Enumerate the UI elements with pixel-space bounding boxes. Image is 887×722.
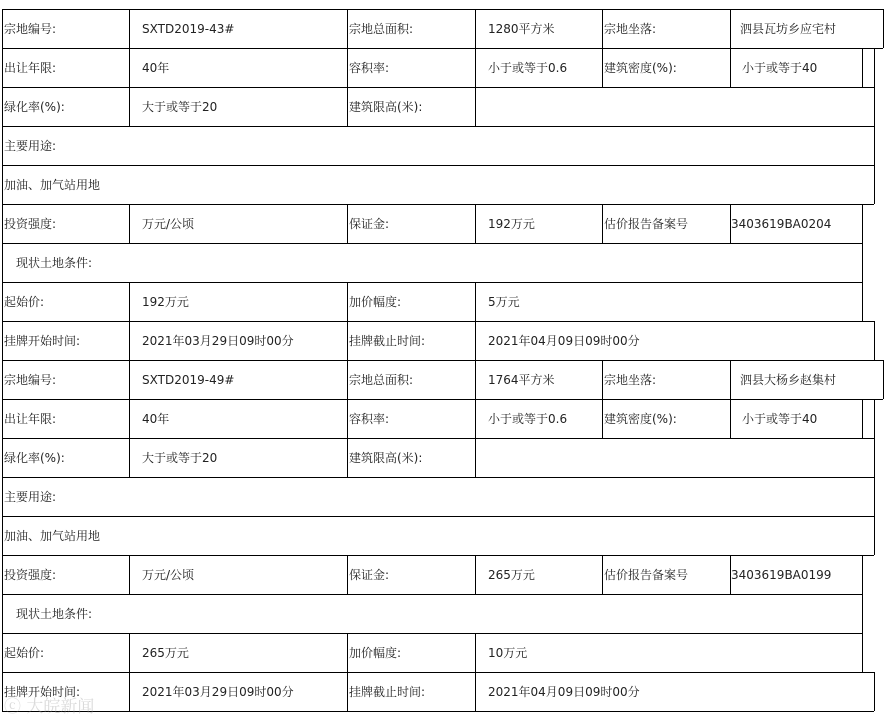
field-value: 大于或等于20 xyxy=(142,100,218,114)
cell-border xyxy=(2,165,3,204)
cell-border xyxy=(883,9,884,48)
field-value: 万元/公顷 xyxy=(142,568,195,582)
field-label: 宗地坐落: xyxy=(604,22,657,36)
cell-border xyxy=(475,438,476,477)
cell-border xyxy=(2,321,3,360)
cell-border xyxy=(2,9,3,48)
cell-border xyxy=(129,555,130,594)
cell-border xyxy=(129,360,130,399)
field-label: 估价报告备案号 xyxy=(604,217,689,231)
field-value: 1280平方米 xyxy=(488,22,555,36)
cell-border xyxy=(862,282,863,321)
row-border xyxy=(2,672,874,673)
cell-border xyxy=(129,672,130,711)
cell-border xyxy=(2,243,3,282)
cell-border xyxy=(874,516,875,555)
watermark-text: 大皖新闻 xyxy=(26,697,95,717)
field-label: 加油、加气站用地 xyxy=(4,529,101,543)
field-label: 挂牌截止时间: xyxy=(349,334,426,348)
cell-border xyxy=(2,477,3,516)
row-border xyxy=(2,126,874,127)
field-value: 2021年04月09日09时00分 xyxy=(488,685,640,699)
field-value: 小于或等于0.6 xyxy=(488,412,568,426)
cell-border xyxy=(2,594,3,633)
field-label: 绿化率(%): xyxy=(4,451,65,465)
field-label: 挂牌开始时间: xyxy=(4,685,81,699)
cell-border xyxy=(862,48,863,87)
field-value: 3403619BA0204 xyxy=(731,217,832,231)
field-label: 投资强度: xyxy=(4,568,57,582)
cell-border xyxy=(2,516,3,555)
cell-border xyxy=(862,555,863,594)
cell-border xyxy=(2,555,3,594)
cell-border xyxy=(2,672,3,711)
field-label: 容积率: xyxy=(349,412,390,426)
field-value: SXTD2019-49# xyxy=(142,373,235,387)
field-value: 40年 xyxy=(142,412,170,426)
cell-border xyxy=(874,321,875,360)
field-value: 1764平方米 xyxy=(488,373,555,387)
field-value: 2021年03月29日09时00分 xyxy=(142,685,294,699)
field-label: 绿化率(%): xyxy=(4,100,65,114)
cell-border xyxy=(602,48,603,87)
cell-border xyxy=(2,633,3,672)
field-label: 起始价: xyxy=(4,646,45,660)
field-label: 容积率: xyxy=(349,61,390,75)
field-label: 加价幅度: xyxy=(349,295,402,309)
field-label: 建筑密度(%): xyxy=(604,412,677,426)
field-label: 现状土地条件: xyxy=(16,256,93,270)
field-label: 宗地总面积: xyxy=(349,22,414,36)
field-value: 大于或等于20 xyxy=(142,451,218,465)
cell-border xyxy=(602,204,603,243)
cell-border xyxy=(347,672,348,711)
field-value: 192万元 xyxy=(488,217,535,231)
row-border xyxy=(2,321,874,322)
cell-border xyxy=(862,243,863,282)
cell-border xyxy=(347,399,348,438)
cell-border xyxy=(347,321,348,360)
cell-border xyxy=(602,399,603,438)
cell-border xyxy=(347,87,348,126)
cell-border xyxy=(129,282,130,321)
field-label: 宗地坐落: xyxy=(604,373,657,387)
cell-border xyxy=(874,477,875,516)
field-label: 出让年限: xyxy=(4,61,57,75)
field-value: 10万元 xyxy=(488,646,528,660)
cell-border xyxy=(475,360,476,399)
cell-border xyxy=(874,126,875,165)
cell-border xyxy=(2,438,3,477)
field-label: 主要用途: xyxy=(4,490,57,504)
field-value: 40年 xyxy=(142,61,170,75)
field-label: 估价报告备案号 xyxy=(604,568,689,582)
field-label: 出让年限: xyxy=(4,412,57,426)
cell-border xyxy=(475,48,476,87)
cell-border xyxy=(730,399,731,438)
field-label: 宗地编号: xyxy=(4,22,57,36)
row-border xyxy=(2,555,874,556)
cell-border xyxy=(129,48,130,87)
cell-border xyxy=(874,438,875,477)
field-label: 投资强度: xyxy=(4,217,57,231)
cell-border xyxy=(862,399,863,438)
cell-border xyxy=(2,360,3,399)
row-border xyxy=(2,282,862,283)
field-value: 小于或等于40 xyxy=(742,412,818,426)
field-value: 小于或等于40 xyxy=(742,61,818,75)
cell-border xyxy=(475,204,476,243)
cell-border xyxy=(347,282,348,321)
field-value: 泗县瓦坊乡应宅村 xyxy=(740,22,837,36)
cell-border xyxy=(730,48,731,87)
field-label: 建筑密度(%): xyxy=(604,61,677,75)
cell-border xyxy=(2,48,3,87)
field-value: 2021年03月29日09时00分 xyxy=(142,334,294,348)
cell-border xyxy=(874,399,875,438)
cell-border xyxy=(475,555,476,594)
field-value: 泗县大杨乡赵集村 xyxy=(740,373,837,387)
cell-border xyxy=(602,555,603,594)
cell-border xyxy=(475,282,476,321)
cell-border xyxy=(730,360,731,399)
field-label: 起始价: xyxy=(4,295,45,309)
cell-border xyxy=(2,282,3,321)
row-border xyxy=(2,711,874,712)
cell-border xyxy=(347,204,348,243)
cell-border xyxy=(602,9,603,48)
cell-border xyxy=(129,633,130,672)
row-border xyxy=(2,48,883,49)
cell-border xyxy=(129,204,130,243)
cell-border xyxy=(129,321,130,360)
cell-border xyxy=(883,360,884,399)
cell-border xyxy=(602,360,603,399)
row-border xyxy=(2,516,874,517)
field-label: 挂牌截止时间: xyxy=(349,685,426,699)
cell-border xyxy=(347,633,348,672)
row-border xyxy=(2,399,883,400)
row-border xyxy=(2,204,874,205)
cell-border xyxy=(2,204,3,243)
cell-border xyxy=(347,360,348,399)
cell-border xyxy=(347,438,348,477)
row-border xyxy=(2,633,862,634)
field-value: 265万元 xyxy=(142,646,189,660)
row-border xyxy=(2,243,862,244)
field-label: 宗地编号: xyxy=(4,373,57,387)
field-value: 万元/公顷 xyxy=(142,217,195,231)
field-value: 5万元 xyxy=(488,295,520,309)
cell-border xyxy=(862,633,863,672)
field-label: 挂牌开始时间: xyxy=(4,334,81,348)
field-value: SXTD2019-43# xyxy=(142,22,235,36)
field-value: 3403619BA0199 xyxy=(731,568,832,582)
row-border xyxy=(2,477,874,478)
field-value: 2021年04月09日09时00分 xyxy=(488,334,640,348)
cell-border xyxy=(2,87,3,126)
cell-border xyxy=(862,204,863,243)
watermark-logo: ⓒ 大皖新闻 xyxy=(4,697,95,717)
field-label: 保证金: xyxy=(349,568,390,582)
cell-border xyxy=(347,555,348,594)
row-border xyxy=(2,360,883,361)
cell-border xyxy=(874,165,875,204)
field-label: 现状土地条件: xyxy=(16,607,93,621)
cell-border xyxy=(347,9,348,48)
cell-border xyxy=(129,9,130,48)
cell-border xyxy=(347,48,348,87)
cell-border xyxy=(874,48,875,87)
cell-border xyxy=(2,399,3,438)
cell-border xyxy=(874,672,875,711)
row-border xyxy=(2,438,874,439)
cell-border xyxy=(129,399,130,438)
cell-border xyxy=(475,321,476,360)
field-value: 265万元 xyxy=(488,568,535,582)
row-border xyxy=(2,87,874,88)
row-border xyxy=(2,165,874,166)
field-label: 加油、加气站用地 xyxy=(4,178,101,192)
field-label: 建筑限高(米): xyxy=(349,100,423,114)
field-value: 192万元 xyxy=(142,295,189,309)
field-value: 小于或等于0.6 xyxy=(488,61,568,75)
cell-border xyxy=(475,633,476,672)
field-label: 保证金: xyxy=(349,217,390,231)
cell-border xyxy=(2,126,3,165)
row-border xyxy=(2,9,883,10)
cell-border xyxy=(874,87,875,126)
row-border xyxy=(2,594,862,595)
cell-border xyxy=(730,9,731,48)
field-label: 加价幅度: xyxy=(349,646,402,660)
cell-border xyxy=(475,672,476,711)
field-label: 主要用途: xyxy=(4,139,57,153)
field-label: 建筑限高(米): xyxy=(349,451,423,465)
cell-border xyxy=(862,594,863,633)
cell-border xyxy=(475,9,476,48)
cell-border xyxy=(129,87,130,126)
cell-border xyxy=(129,438,130,477)
cell-border xyxy=(475,399,476,438)
cell-border xyxy=(475,87,476,126)
field-label: 宗地总面积: xyxy=(349,373,414,387)
